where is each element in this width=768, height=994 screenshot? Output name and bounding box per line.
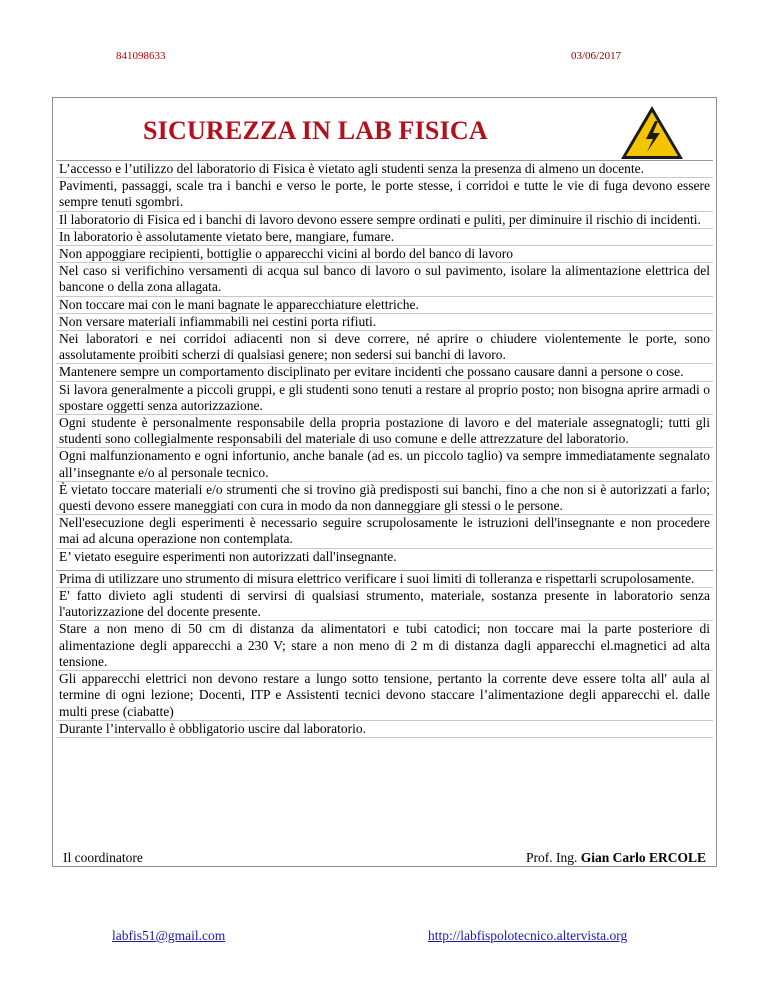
rule-item: Il laboratorio di Fisica ed i banchi di lavoro devono essere sempre ordinati e puliti, per diminuire il rischio di incidenti. [56, 211, 713, 228]
document-id: 841098633 [116, 50, 166, 62]
rule-item: E’ vietato eseguire esperimenti non autorizzati dall'insegnante. [56, 548, 713, 565]
rule-item: Stare a non meno di 50 cm di distanza da alimentatori e tubi catodici; non toccare mai la parte posteriore di alimentazione degli apparecchi a 230 V; stare a non meno di 2 m di distanza dagli apparecchi el.magnetici ad alta tensione. [56, 620, 713, 670]
rule-item: Ogni malfunzionamento e ogni infortunio, anche banale (ad es. un piccolo taglio) va sempre immediatamente segnalato all’insegnante e/o al personale tecnico. [56, 447, 713, 480]
safety-rules-box [52, 97, 717, 867]
title-bar [53, 98, 716, 160]
high-voltage-warning-icon [619, 104, 685, 162]
rule-item: Non appoggiare recipienti, bottiglie o apparecchi vicini al bordo del banco di lavoro [56, 245, 713, 262]
email-link[interactable]: labfis51@gmail.com [112, 928, 226, 943]
rule-item: Nei laboratori e nei corridoi adiacenti non si deve correre, né aprire o chiudere violentemente le porte, sono assolutamente proibiti scherzi di qualsiasi genere; non sedersi sui banchi di lavoro. [56, 330, 713, 363]
rule-item: Nel caso si verifichino versamenti di acqua sul banco di lavoro o sul pavimento, isolare la alimentazione elettrica del bancone o della zona allagata. [56, 262, 713, 295]
signature-name: Gian Carlo ERCOLE [580, 850, 706, 865]
rule-item: Si lavora generalmente a piccoli gruppi, e gli studenti sono tenuti a restare al proprio posto; non bisogna aprire armadi o spostare oggetti senza autorizzazione. [56, 381, 713, 414]
rules-divider [56, 737, 713, 738]
document-date: 03/06/2017 [571, 50, 622, 62]
rule-item: Prima di utilizzare uno strumento di misura elettrico verificare i suoi limiti di tolleranza e rispettarli scrupolosamente. [56, 570, 713, 587]
rule-item: Pavimenti, passaggi, scale tra i banchi e verso le porte, le porte stesse, i corridoi e tutte le vie di fuga devono essere sempre tenuti sgombri. [56, 177, 713, 210]
rule-item: Durante l’intervallo è obbligatorio uscire dal laboratorio. [56, 720, 713, 737]
rule-item: È vietato toccare materiali e/o strumenti che si trovino già predisposti sui banchi, fino a che non si è autorizzati a farlo; questi devono essere maneggiati con cura in modo da non danneggiare gli stessi o le persone. [56, 481, 713, 514]
website-link[interactable]: http://labfispolotecnico.altervista.org [428, 928, 628, 943]
page-title: SICUREZZA IN LAB FISICA [143, 116, 488, 145]
rule-item: Gli apparecchi elettrici non devono restare a lungo sotto tensione, pertanto la corrente deve essere tolta all' aula al termine di ogni lezione; Docenti, ITP e Assistenti tecnici devono staccare l’alimentazione degli apparecchi el. dalle multi prese (ciabatte) [56, 670, 713, 720]
rule-item: Ogni studente è personalmente responsabile della propria postazione di lavoro e del materiale assegnatogli; tutti gli studenti sono collegialmente responsabili del materiale di uso comune e delle attrezzature del laboratorio. [56, 414, 713, 447]
rule-item: Non versare materiali infiammabili nei cestini porta rifiuti. [56, 313, 713, 330]
rules-list [56, 160, 713, 738]
rule-item: Nell'esecuzione degli esperimenti è necessario seguire scrupolosamente le istruzioni dell'insegnante e non procedere mai ad alcuna operazione non contemplata. [56, 514, 713, 547]
rule-item: Non toccare mai con le mani bagnate le apparecchiature elettriche. [56, 296, 713, 313]
signature [526, 850, 706, 866]
rule-item: In laboratorio è assolutamente vietato bere, mangiare, fumare. [56, 228, 713, 245]
rule-item: E' fatto divieto agli studenti di servirsi di qualsiasi strumento, materiale, sostanza presente in laboratorio senza l'autorizzazione del docente presente. [56, 587, 713, 620]
signature-role: Il coordinatore [63, 850, 143, 865]
signature-title: Prof. Ing. [525, 850, 581, 865]
rule-item: Mantenere sempre un comportamento disciplinato per evitare incidenti che possano causare danni a persone o cose. [56, 363, 713, 380]
rule-item: L’accesso e l’utilizzo del laboratorio di Fisica è vietato agli studenti senza la presenza di almeno un docente. [56, 160, 713, 177]
